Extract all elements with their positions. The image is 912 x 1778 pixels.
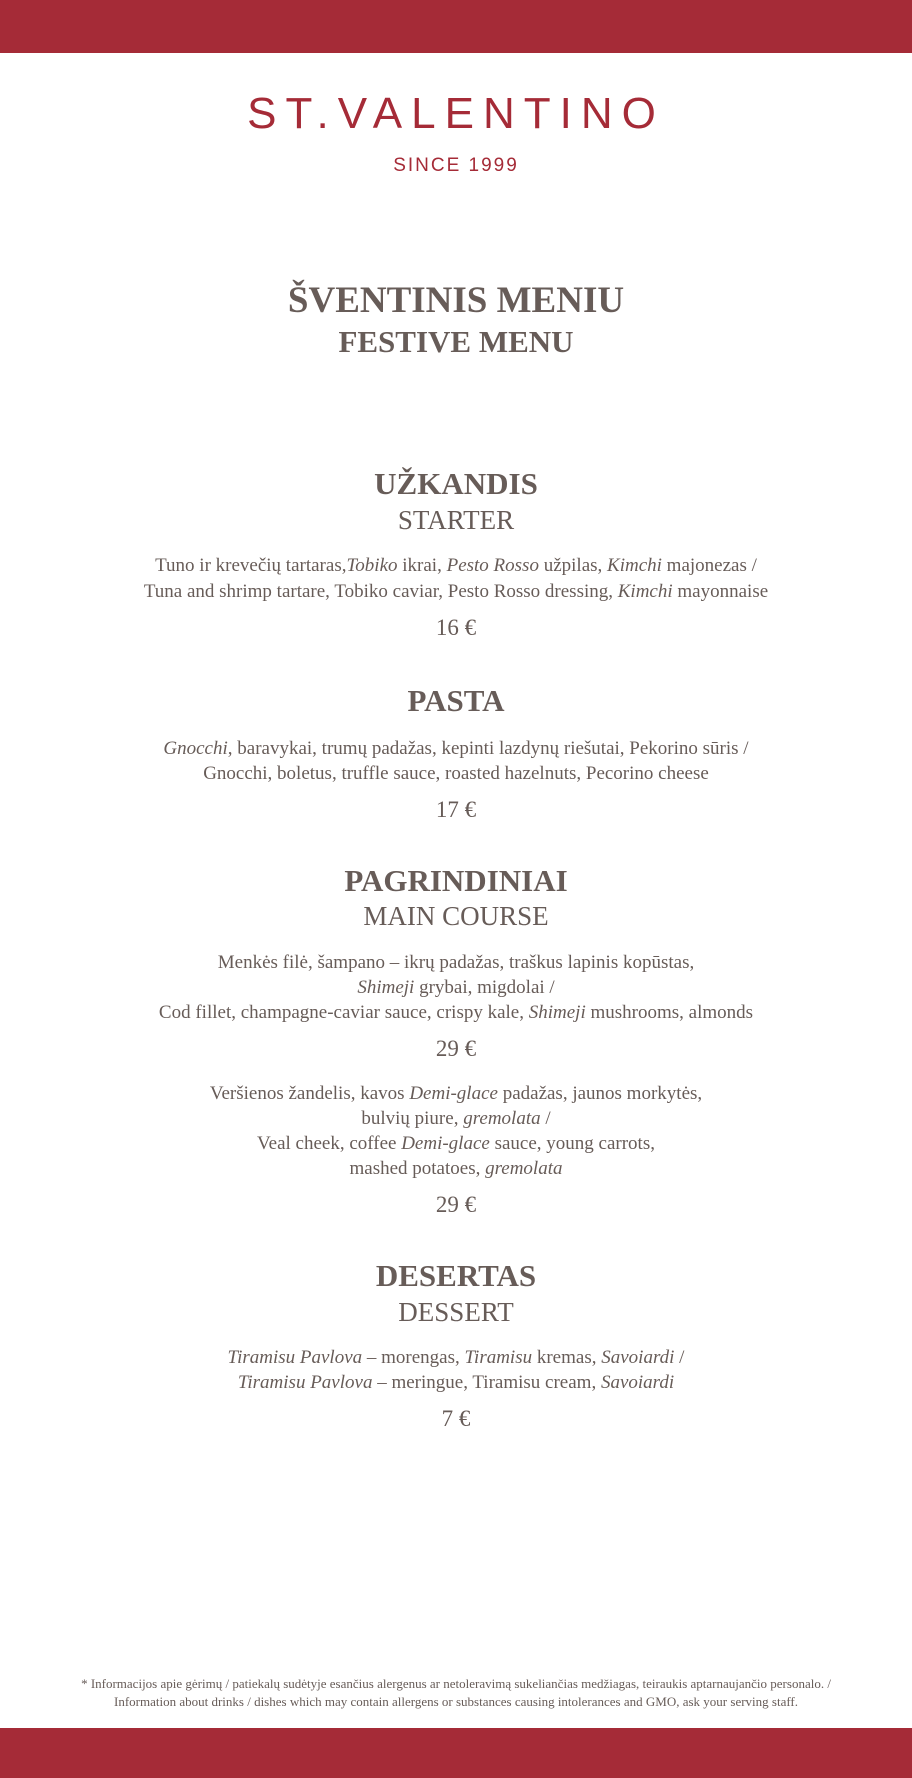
starter-price: 16 €: [435, 615, 477, 640]
main-title: PAGRINDINIAI: [344, 863, 568, 898]
pasta-price: 17 €: [435, 797, 477, 822]
pasta-title: PASTA: [407, 683, 505, 718]
main-item2-description-en: Veal cheek, coffee Demi-glace sauce, young carrots,: [257, 1133, 655, 1154]
main-item2-description-en-2: mashed potatoes, gremolata: [349, 1158, 563, 1179]
dessert-subtitle: DESSERT: [398, 1297, 514, 1327]
starter-description-lt: Tuno ir krevečių tartaras,Tobiko ikrai, Pesto Rosso užpilas, Kimchi majonezas /: [155, 555, 757, 576]
pasta-description-en: Gnocchi, boletus, truffle sauce, roasted hazelnuts, Pecorino cheese: [203, 763, 709, 784]
main-item2-description-lt-2: bulvių piure, gremolata /: [361, 1108, 551, 1129]
starter-subtitle: STARTER: [397, 505, 515, 535]
allergen-footnote-lt: * Informacijos apie gėrimų / patiekalų sudėtyje esančius alergenus ar netoleravimą sukeliančias medžiagas, teiraukis aptarnaujančio personalo. /: [81, 1676, 831, 1691]
pasta-description-lt: Gnocchi, baravykai, trumų padažas, kepinti lazdynų riešutai, Pekorino sūris /: [163, 738, 749, 759]
dessert-description-lt: Tiramisu Pavlova – morengas, Tiramisu kremas, Savoiardi /: [227, 1347, 685, 1368]
brand-since: SINCE 1999: [393, 155, 519, 176]
main-item2-price: 29 €: [435, 1192, 477, 1217]
starter-description-en: Tuna and shrimp tartare, Tobiko caviar, Pesto Rosso dressing, Kimchi mayonnaise: [143, 581, 769, 602]
main-item1-description-lt: Menkės filė, šampano – ikrų padažas, traškus lapinis kopūstas,: [217, 952, 695, 973]
main-item1-price: 29 €: [435, 1036, 477, 1061]
main-item2-description-lt: Veršienos žandelis, kavos Demi-glace padažas, jaunos morkytės,: [209, 1083, 703, 1104]
main-item1-description-lt-2: Shimeji grybai, migdolai /: [357, 977, 555, 998]
dessert-description-en: Tiramisu Pavlova – meringue, Tiramisu cream, Savoiardi: [237, 1372, 675, 1393]
bottom-banner: [0, 1728, 912, 1778]
brand-logo: ST.VALENTINO: [247, 89, 665, 138]
allergen-footnote: [0, 1675, 912, 1711]
top-banner: [0, 0, 912, 53]
starter-title: UŽKANDIS: [374, 466, 538, 501]
menu-title: ŠVENTINIS MENIU: [287, 280, 625, 321]
dessert-price: 7 €: [441, 1406, 471, 1431]
main-item1-description-en: Cod fillet, champagne-caviar sauce, crispy kale, Shimeji mushrooms, almonds: [158, 1002, 754, 1023]
main-subtitle: MAIN COURSE: [363, 901, 549, 931]
dessert-title: DESERTAS: [375, 1258, 537, 1293]
allergen-footnote-en: Information about drinks / dishes which may contain allergens or substances causing intolerances and GMO, ask your serving staff.: [113, 1694, 799, 1709]
menu-subtitle: FESTIVE MENU: [338, 324, 574, 359]
